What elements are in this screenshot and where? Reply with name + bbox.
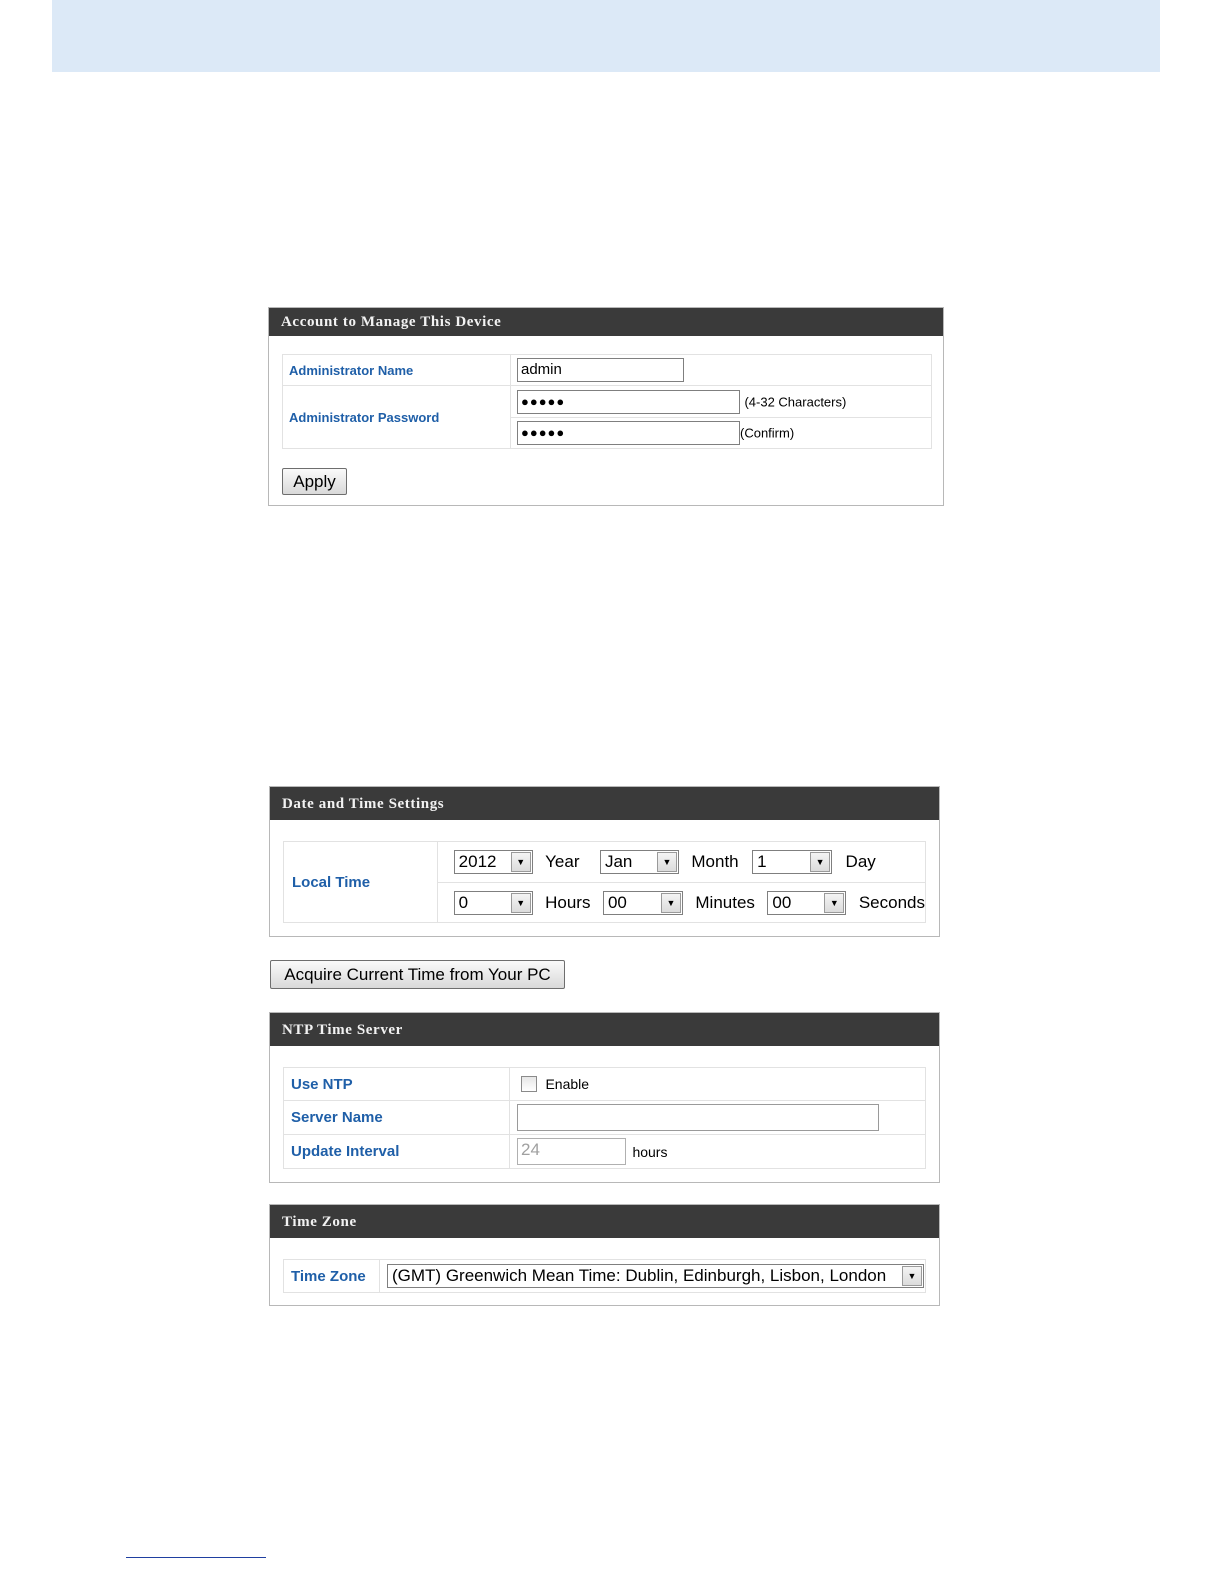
local-time-label: Local Time	[284, 842, 438, 923]
use-ntp-label: Use NTP	[284, 1068, 510, 1101]
timezone-label: Time Zone	[284, 1260, 380, 1293]
admin-name-input[interactable]: admin	[517, 358, 684, 382]
dropdown-arrow-icon: ▼	[511, 893, 531, 913]
dropdown-arrow-icon: ▼	[657, 852, 677, 872]
second-select[interactable]: 00 ▼	[767, 891, 846, 915]
minutes-label: Minutes	[695, 892, 755, 912]
dropdown-arrow-icon: ▼	[902, 1266, 922, 1286]
month-select[interactable]: Jan ▼	[600, 850, 679, 874]
year-label: Year	[545, 852, 580, 871]
month-label: Month	[691, 852, 739, 871]
timezone-form	[283, 1259, 926, 1293]
footer-rule	[126, 1557, 266, 1558]
datetime-panel	[269, 786, 940, 937]
day-select[interactable]: 1 ▼	[752, 850, 832, 874]
apply-button[interactable]: Apply	[282, 468, 347, 495]
local-time-form	[283, 841, 926, 923]
hour-select[interactable]: 0 ▼	[454, 891, 533, 915]
minute-select[interactable]: 00 ▼	[603, 891, 683, 915]
ntp-form	[283, 1067, 926, 1169]
timezone-panel	[269, 1204, 940, 1306]
seconds-label: Seconds	[858, 892, 925, 912]
admin-password-label: Administrator Password	[283, 386, 511, 449]
ntp-enable-checkbox[interactable]	[521, 1076, 537, 1092]
day-label: Day	[845, 852, 876, 871]
dropdown-arrow-icon: ▼	[824, 893, 844, 913]
ntp-enable-label: Enable	[545, 1075, 590, 1092]
password-length-hint: (4-32 Characters)	[744, 394, 847, 409]
datetime-panel-title: Date and Time Settings	[270, 787, 939, 820]
confirm-password-input[interactable]: ●●●●●	[517, 421, 740, 445]
admin-password-input[interactable]: ●●●●●	[517, 390, 740, 414]
dropdown-arrow-icon: ▼	[661, 893, 681, 913]
timezone-panel-title: Time Zone	[270, 1205, 939, 1238]
update-interval-label: Update Interval	[284, 1135, 510, 1169]
update-interval-unit: hours	[632, 1143, 668, 1160]
ntp-panel	[269, 1012, 940, 1183]
server-name-label: Server Name	[284, 1101, 510, 1135]
timezone-select[interactable]: (GMT) Greenwich Mean Time: Dublin, Edinburgh, Lisbon, London ▼	[387, 1264, 924, 1288]
acquire-time-button[interactable]: Acquire Current Time from Your PC	[270, 960, 565, 989]
server-name-input[interactable]	[517, 1104, 879, 1131]
hours-label: Hours	[545, 892, 591, 912]
dropdown-arrow-icon: ▼	[511, 852, 531, 872]
ntp-panel-title: NTP Time Server	[270, 1013, 939, 1046]
account-panel	[268, 307, 944, 506]
year-select[interactable]: 2012 ▼	[454, 850, 533, 874]
account-panel-title: Account to Manage This Device	[269, 308, 943, 336]
update-interval-input[interactable]: 24	[517, 1138, 626, 1165]
confirm-hint: (Confirm)	[740, 425, 795, 441]
account-form	[282, 354, 932, 449]
admin-name-label: Administrator Name	[283, 355, 511, 386]
page-header-band	[52, 0, 1160, 72]
dropdown-arrow-icon: ▼	[810, 852, 830, 872]
